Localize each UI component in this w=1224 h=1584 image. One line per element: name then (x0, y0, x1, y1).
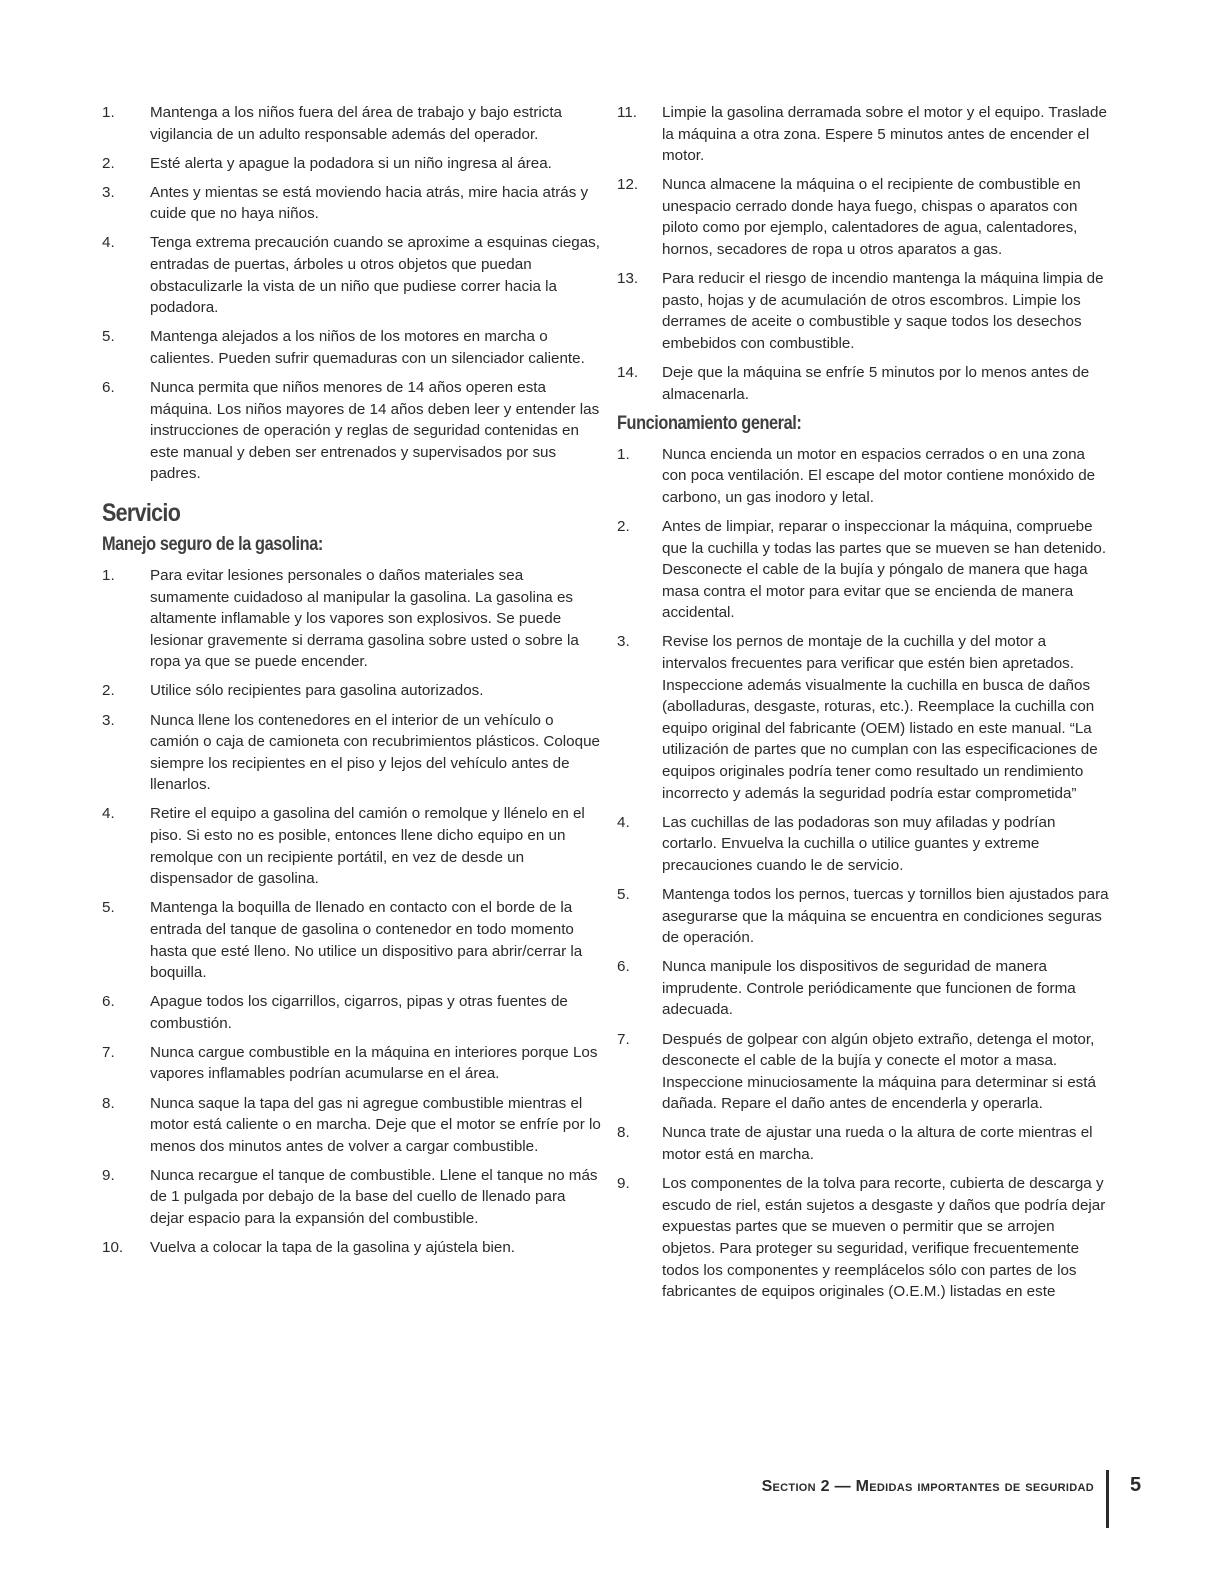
list-item (617, 516, 1110, 624)
list-item (102, 1042, 602, 1085)
list-item-number: 7. (617, 1030, 630, 1048)
footer-section-label: Section 2 — Medidas importantes de seguridad (761, 1478, 1094, 1495)
list-item (102, 102, 602, 145)
list-item-number: 4. (617, 813, 630, 831)
list-item-text: Esté alerta y apague la podadora si un niño ingresa al área. (150, 154, 552, 172)
list-item-number: 12. (617, 176, 639, 194)
list-item (617, 1122, 1110, 1165)
list-item (617, 631, 1110, 804)
list-item (102, 565, 602, 673)
list-item-number: 5. (617, 886, 630, 903)
list-item-text: Mantenga todos los pernos, tuercas y tornillos bien ajustados para asegurarse que la máquina se encuentra en condiciones seguras de operación. (662, 886, 1109, 947)
list-item-text: Para evitar lesiones personales o daños materiales sea sumamente cuidadoso al manipular la gasolina. La gasolina es altamente inflamable y los vapores son explosivos. Se puede lesionar gravemente si derrama gasolina sobre usted o sobre la ropa ya que se puede encender. (150, 567, 579, 671)
general-operation-list (617, 444, 1110, 1303)
list-item-number: 8. (617, 1124, 630, 1142)
list-item-text: Utilice sólo recipientes para gasolina autorizados. (150, 682, 484, 700)
fuel-handling-list (102, 565, 602, 1259)
list-item-text: Antes y mientas se está moviendo hacia atrás, mire hacia atrás y cuide que no haya niños. (150, 183, 589, 223)
list-item-text: Mantenga a los niños fuera del área de trabajo y bajo estricta vigilancia de un adulto responsable además del operador. (150, 104, 563, 143)
list-item-text: Deje que la máquina se enfríe 5 minutos por lo menos antes de almacenarla. (662, 364, 1090, 403)
list-item-text: Apague todos los cigarrillos, cigarros, pipas y otras fuentes de combustión. (150, 993, 568, 1032)
list-item (102, 991, 602, 1034)
list-item-text: Retire el equipo a gasolina del camión o remolque y llénelo en el piso. Si esto no es posible, entonces llene dicho equipo en un remolque con un recipiente portátil, en vez de desde un dispensador de gasolina. (150, 805, 585, 888)
page-number: 5 (1130, 1474, 1142, 1496)
list-item-number: 3. (617, 633, 630, 651)
list-item (102, 1237, 602, 1259)
list-item-number: 5. (102, 328, 115, 346)
list-item-number: 4. (102, 805, 115, 823)
list-item-number: 1. (102, 567, 115, 584)
list-item (617, 174, 1110, 260)
list-item-text: Antes de limpiar, reparar o inspeccionar la máquina, compruebe que la cuchilla y todas las partes que se mueven se han detenido. Desconecte el cable de la bujía y póngalo de manera que haga masa contra el motor para evitar que se encienda de manera accidental. (662, 518, 1107, 622)
list-item (617, 956, 1110, 1021)
list-item-text: Los componentes de la tolva para recorte, cubierta de descarga y escudo de riel, están sujetos a desgaste y daños que podría dejar expuestas partes que se mueven o permitir que se arrojen objetos. Para proteger su seguridad, verifique frecuentemente todos los componentes y reemplácelos sólo con partes de los fabricantes de equipos originales (O.E.M.) listadas en este (662, 1175, 1106, 1301)
subheading-fuel-handling: Manejo seguro de la gasolina: (102, 534, 323, 555)
list-item-text: Nunca llene los contenedores en el interior de un vehículo o camión o caja de camioneta con recubrimientos plásticos. Coloque siempre los recipientes en el piso y lejos del vehículo antes de llenarlos. (150, 711, 600, 794)
list-item-text: Las cuchillas de las podadoras son muy afiladas y podrían cortarlo. Envuelva la cuchilla o utilice guantes y extreme precauciones cuando le de servicio. (662, 813, 1056, 874)
list-item (617, 1029, 1110, 1115)
list-item-text: Para reducir el riesgo de incendio mantenga la máquina limpia de pasto, hojas y de acumulación de otros escombros. Limpie los derrames de aceite o combustible y saque todos los desechos embebidos con combustible. (662, 270, 1104, 352)
list-item-number: 2. (102, 154, 115, 172)
list-item-text: Nunca trate de ajustar una rueda o la altura de corte mientras el motor está en marcha. (662, 1124, 1093, 1164)
list-item-text: Vuelva a colocar la tapa de la gasolina y ajústela bien. (150, 1239, 516, 1257)
list-item-number: 6. (102, 379, 115, 397)
list-item (617, 362, 1110, 405)
list-item (617, 102, 1110, 167)
list-item-text: Nunca encienda un motor en espacios cerrados o en una zona con poca ventilación. El escape del motor contiene monóxido de carbono, un gas inodoro y letal. (662, 445, 1096, 506)
list-item-text: Nunca manipule los dispositivos de seguridad de manera imprudente. Controle periódicamente que funcionen de forma adecuada. (662, 958, 1076, 1019)
list-item (617, 1173, 1110, 1303)
list-item-number: 1. (617, 445, 630, 463)
list-item-number: 3. (102, 711, 115, 729)
list-item-number: 9. (102, 1166, 115, 1184)
list-item-number: 11. (617, 104, 637, 121)
list-item-text: Revise los pernos de montaje de la cuchilla y del motor a intervalos frecuentes para verificar que estén bien apretados. Inspeccione además visualmente la cuchilla en busca de daños (abolladuras, desgaste, roturas, etc.). Reemplace la cuchilla con equipo original del fabricante (OEM) listado en este manual. “La utilización de partes que no cumplan con las especificaciones de equipos originales podría tener como resultado un rendimiento incorrecto y además la seguridad podría estar comprometida” (662, 633, 1098, 802)
list-item-number: 2. (102, 682, 115, 700)
subheading-general-operation: Funcionamiento general: (617, 412, 802, 434)
list-item-number: 4. (102, 234, 115, 252)
list-item-text: Nunca saque la tapa del gas ni agregue combustible mientras el motor está caliente o en marcha. Deje que el motor se enfríe por lo menos dos minutos antes de volver a cargar combustible. (150, 1094, 601, 1155)
list-item-number: 13. (617, 270, 639, 288)
list-item-number: 6. (617, 958, 630, 976)
list-item (617, 884, 1110, 949)
child-safety-list (102, 102, 602, 485)
fuel-handling-list-continued (617, 102, 1110, 405)
list-item (102, 232, 602, 318)
list-item (102, 680, 602, 702)
list-item-text: Tenga extrema precaución cuando se aproxime a esquinas ciegas, entradas de puertas, árboles u otros objetos que puedan obstaculizarle la vista de un niño que pudiese correr hacia la podadora. (150, 234, 600, 317)
list-item-text: Mantenga la boquilla de llenado en contacto con el borde de la entrada del tanque de gasolina o contenedor en todo momento hasta que esté lleno. No utilice un dispositivo para abrir/cerrar la boquilla. (150, 899, 583, 982)
list-item (102, 710, 602, 796)
list-item-text: Nunca permita que niños menores de 14 años operen esta máquina. Los niños mayores de 14 años deben leer y entender las instrucciones de operación y reglas de seguridad contenidas en este manual y deben ser entrenados y supervisados por sus padres. (150, 379, 600, 483)
list-item-number: 10. (102, 1239, 124, 1257)
list-item-text: Después de golpear con algún objeto extraño, detenga el motor, desconecte el cable de la bujía y conecte el motor a masa. Inspeccione minuciosamente la máquina para determinar si está dañada. Repare el daño antes de encenderla y operarla. (662, 1030, 1096, 1113)
section-heading-servicio: Servicio (102, 499, 181, 527)
list-item-number: 9. (617, 1175, 630, 1193)
left-column (102, 102, 602, 1266)
list-item (102, 153, 602, 175)
list-item-number: 7. (102, 1043, 115, 1061)
list-item (102, 377, 602, 485)
list-item-number: 8. (102, 1094, 115, 1112)
list-item-number: 2. (617, 518, 630, 535)
footer-divider (1106, 1470, 1109, 1528)
list-item (102, 326, 602, 369)
list-item-text: Mantenga alejados a los niños de los motores en marcha o calientes. Pueden sufrir quemaduras con un silenciador caliente. (150, 328, 585, 367)
list-item-number: 6. (102, 993, 115, 1011)
list-item (102, 803, 602, 889)
list-item (102, 182, 602, 225)
list-item (102, 1093, 602, 1158)
list-item-text: Nunca recargue el tanque de combustible. Llene el tanque no más de 1 pulgada por debajo de la base del cuello de llenado para dejar espacio para la expansión del combustible. (150, 1166, 598, 1228)
list-item (617, 444, 1110, 509)
list-item (102, 1165, 602, 1230)
list-item (102, 897, 602, 983)
right-column (617, 102, 1110, 1310)
list-item-text: Limpie la gasolina derramada sobre el motor y el equipo. Traslade la máquina a otra zona. Espere 5 minutos antes de encender el motor. (662, 104, 1107, 165)
list-item (617, 812, 1110, 877)
list-item-number: 3. (102, 183, 115, 201)
list-item-number: 5. (102, 899, 115, 917)
list-item-number: 1. (102, 104, 115, 121)
list-item (617, 268, 1110, 354)
list-item-text: Nunca cargue combustible en la máquina en interiores porque Los vapores inflamables podrían acumularse en el área. (150, 1043, 598, 1083)
list-item-text: Nunca almacene la máquina o el recipiente de combustible en unespacio cerrado donde haya fuego, chispas o aparatos con piloto como por ejemplo, calentadores de agua, calentadores, hornos, secadores de ropa u otros aparatos a gas. (662, 176, 1081, 259)
list-item-number: 14. (617, 364, 639, 382)
